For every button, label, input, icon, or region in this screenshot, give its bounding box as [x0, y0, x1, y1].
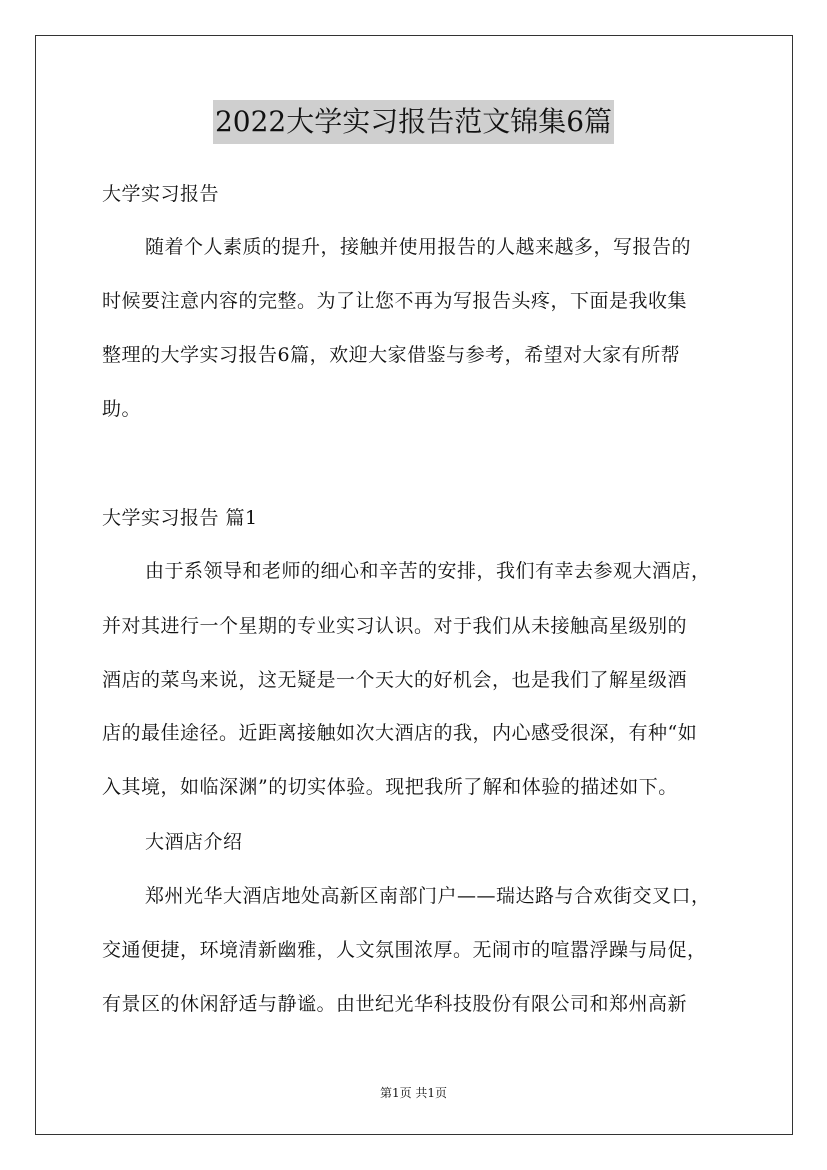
document-title: 2022大学实习报告范文锦集6篇: [213, 100, 614, 144]
paragraph-line: 酒店的菜鸟来说，这无疑是一个天大的好机会，也是我们了解星级酒: [102, 669, 688, 691]
section-heading: 大学实习报告: [102, 183, 220, 205]
paragraph-line: 助。: [102, 398, 142, 420]
subsection-heading: 大酒店介绍: [145, 831, 243, 853]
paragraph-line: 店的最佳途径。近距离接触如次大酒店的我，内心感受很深，有种“如: [102, 722, 698, 744]
paragraph-line: 整理的大学实习报告6篇，欢迎大家借鉴与参考，希望对大家有所帮: [102, 344, 681, 366]
paragraph-line: 并对其进行一个星期的专业实习认识。对于我们从未接触高星级别的: [102, 615, 688, 637]
paragraph-line: 郑州光华大酒店地处高新区南部门户——瑞达路与合欢街交叉口，: [145, 885, 711, 907]
paragraph-line: 交通便捷，环境清新幽雅，人文氛围浓厚。无闹市的喧嚣浮躁与局促，: [102, 939, 707, 961]
paragraph-line: 随着个人素质的提升，接触并使用报告的人越来越多，写报告的: [145, 236, 692, 258]
paragraph-line: 入其境，如临深渊”的切实体验。现把我所了解和体验的描述如下。: [102, 776, 678, 798]
section-heading: 大学实习报告 篇1: [102, 507, 258, 529]
paragraph-line: 由于系领导和老师的细心和辛苦的安排，我们有幸去参观大酒店，: [145, 560, 711, 582]
page-footer: 第1页 共1页: [379, 1086, 448, 1100]
paragraph-line: 时候要注意内容的完整。为了让您不再为写报告头疼，下面是我收集: [102, 290, 688, 312]
paragraph-line: 有景区的休闲舒适与静谧。由世纪光华科技股份有限公司和郑州高新: [102, 993, 688, 1015]
title-container: [0, 100, 827, 144]
